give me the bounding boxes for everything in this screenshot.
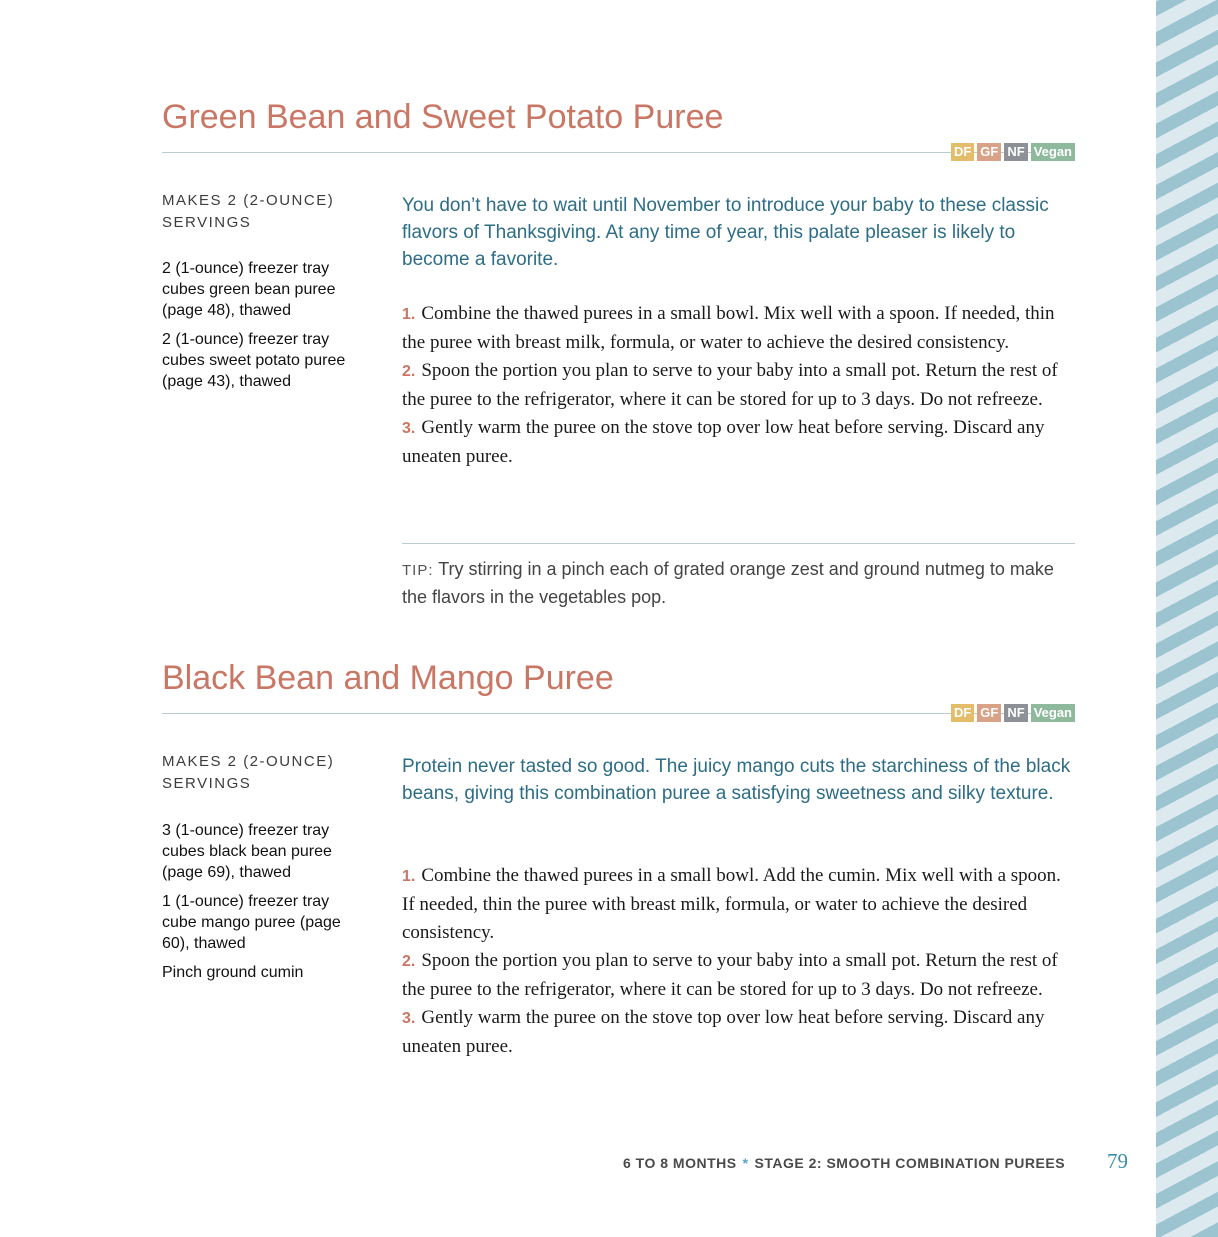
footer-age-range: 6 TO 8 MONTHS bbox=[623, 1155, 737, 1171]
badge-dairy-free: DF bbox=[951, 143, 974, 161]
badge-nut-free: NF bbox=[1004, 704, 1027, 722]
badge-vegan: Vegan bbox=[1031, 143, 1075, 161]
badge-vegan: Vegan bbox=[1031, 704, 1075, 722]
step-number: 2. bbox=[402, 363, 416, 380]
tip-label: TIP: bbox=[402, 562, 434, 579]
footer-separator: * bbox=[742, 1155, 749, 1171]
step-item bbox=[402, 862, 1075, 947]
step-text: Combine the thawed purees in a small bowl. Add the cumin. Mix well with a spoon. If needed, thin the puree with breast milk, formula, or water to achieve the desired consistency. bbox=[402, 865, 1061, 943]
ingredient-item: 1 (1-ounce) freezer tray cube mango puree (page 60), thawed bbox=[162, 893, 341, 952]
step-item bbox=[402, 947, 1075, 1004]
step-item bbox=[402, 357, 1075, 414]
servings-label: MAKES 2 (2-OUNCE) SERVINGS bbox=[162, 192, 335, 231]
step-number: 1. bbox=[402, 306, 416, 323]
ingredient-item: 3 (1-ounce) freezer tray cubes black bean puree (page 69), thawed bbox=[162, 822, 332, 881]
decorative-stripe-border bbox=[1156, 0, 1218, 1237]
step-text: Spoon the portion you plan to serve to your baby into a small pot. Return the rest of the puree to the refrigerator, where it can be stored for up to 3 days. Do not refreeze. bbox=[402, 360, 1058, 410]
ingredient-item: 2 (1-ounce) freezer tray cubes sweet potato puree (page 43), thawed bbox=[162, 331, 346, 390]
ingredient-item: Pinch ground cumin bbox=[162, 964, 304, 981]
step-text: Spoon the portion you plan to serve to your baby into a small pot. Return the rest of the puree to the refrigerator, where it can be stored for up to 3 days. Do not refreeze. bbox=[402, 950, 1058, 1000]
recipe-intro: Protein never tasted so good. The juicy mango cuts the starchiness of the black beans, giving this combination puree a satisfying sweetness and silky texture. bbox=[402, 756, 1071, 804]
step-number: 1. bbox=[402, 868, 416, 885]
step-text: Combine the thawed purees in a small bowl. Mix well with a spoon. If needed, thin the puree with breast milk, formula, or water to achieve the desired consistency. bbox=[402, 303, 1055, 353]
badge-gluten-free: GF bbox=[977, 704, 1001, 722]
badge-nut-free: NF bbox=[1004, 143, 1027, 161]
diet-badges bbox=[951, 143, 1075, 161]
page-number: 79 bbox=[1107, 1149, 1128, 1173]
step-number: 3. bbox=[402, 420, 416, 437]
step-item bbox=[402, 1004, 1075, 1061]
recipe-intro: You don’t have to wait until November to introduce your baby to these classic flavors of Thanksgiving. At any time of year, this palate pleaser is likely to become a favorite. bbox=[402, 195, 1049, 270]
badge-dairy-free: DF bbox=[951, 704, 974, 722]
ingredient-list bbox=[162, 258, 362, 400]
badge-gluten-free: GF bbox=[977, 143, 1001, 161]
recipe-title: Black Bean and Mango Puree bbox=[162, 659, 614, 697]
diet-badges bbox=[951, 704, 1075, 722]
step-number: 2. bbox=[402, 953, 416, 970]
tip-text: Try stirring in a pinch each of grated orange zest and ground nutmeg to make the flavors in the vegetables pop. bbox=[402, 559, 1054, 607]
title-divider bbox=[162, 152, 1075, 153]
recipe-steps bbox=[402, 300, 1075, 471]
step-text: Gently warm the puree on the stove top over low heat before serving. Discard any uneaten puree. bbox=[402, 1007, 1045, 1057]
step-number: 3. bbox=[402, 1010, 416, 1027]
recipe-tip bbox=[402, 556, 1075, 610]
recipe-steps bbox=[402, 862, 1075, 1061]
footer-stage: STAGE 2: SMOOTH COMBINATION PUREES bbox=[754, 1155, 1066, 1171]
tip-divider bbox=[402, 543, 1075, 544]
recipe-title: Green Bean and Sweet Potato Puree bbox=[162, 98, 724, 136]
ingredient-item: 2 (1-ounce) freezer tray cubes green bean puree (page 48), thawed bbox=[162, 260, 336, 319]
step-item bbox=[402, 300, 1075, 357]
running-footer bbox=[623, 1155, 1065, 1171]
servings-label: MAKES 2 (2-OUNCE) SERVINGS bbox=[162, 753, 335, 792]
ingredient-list bbox=[162, 820, 362, 991]
title-divider bbox=[162, 713, 1075, 714]
step-text: Gently warm the puree on the stove top over low heat before serving. Discard any uneaten puree. bbox=[402, 417, 1045, 467]
step-item bbox=[402, 414, 1075, 471]
